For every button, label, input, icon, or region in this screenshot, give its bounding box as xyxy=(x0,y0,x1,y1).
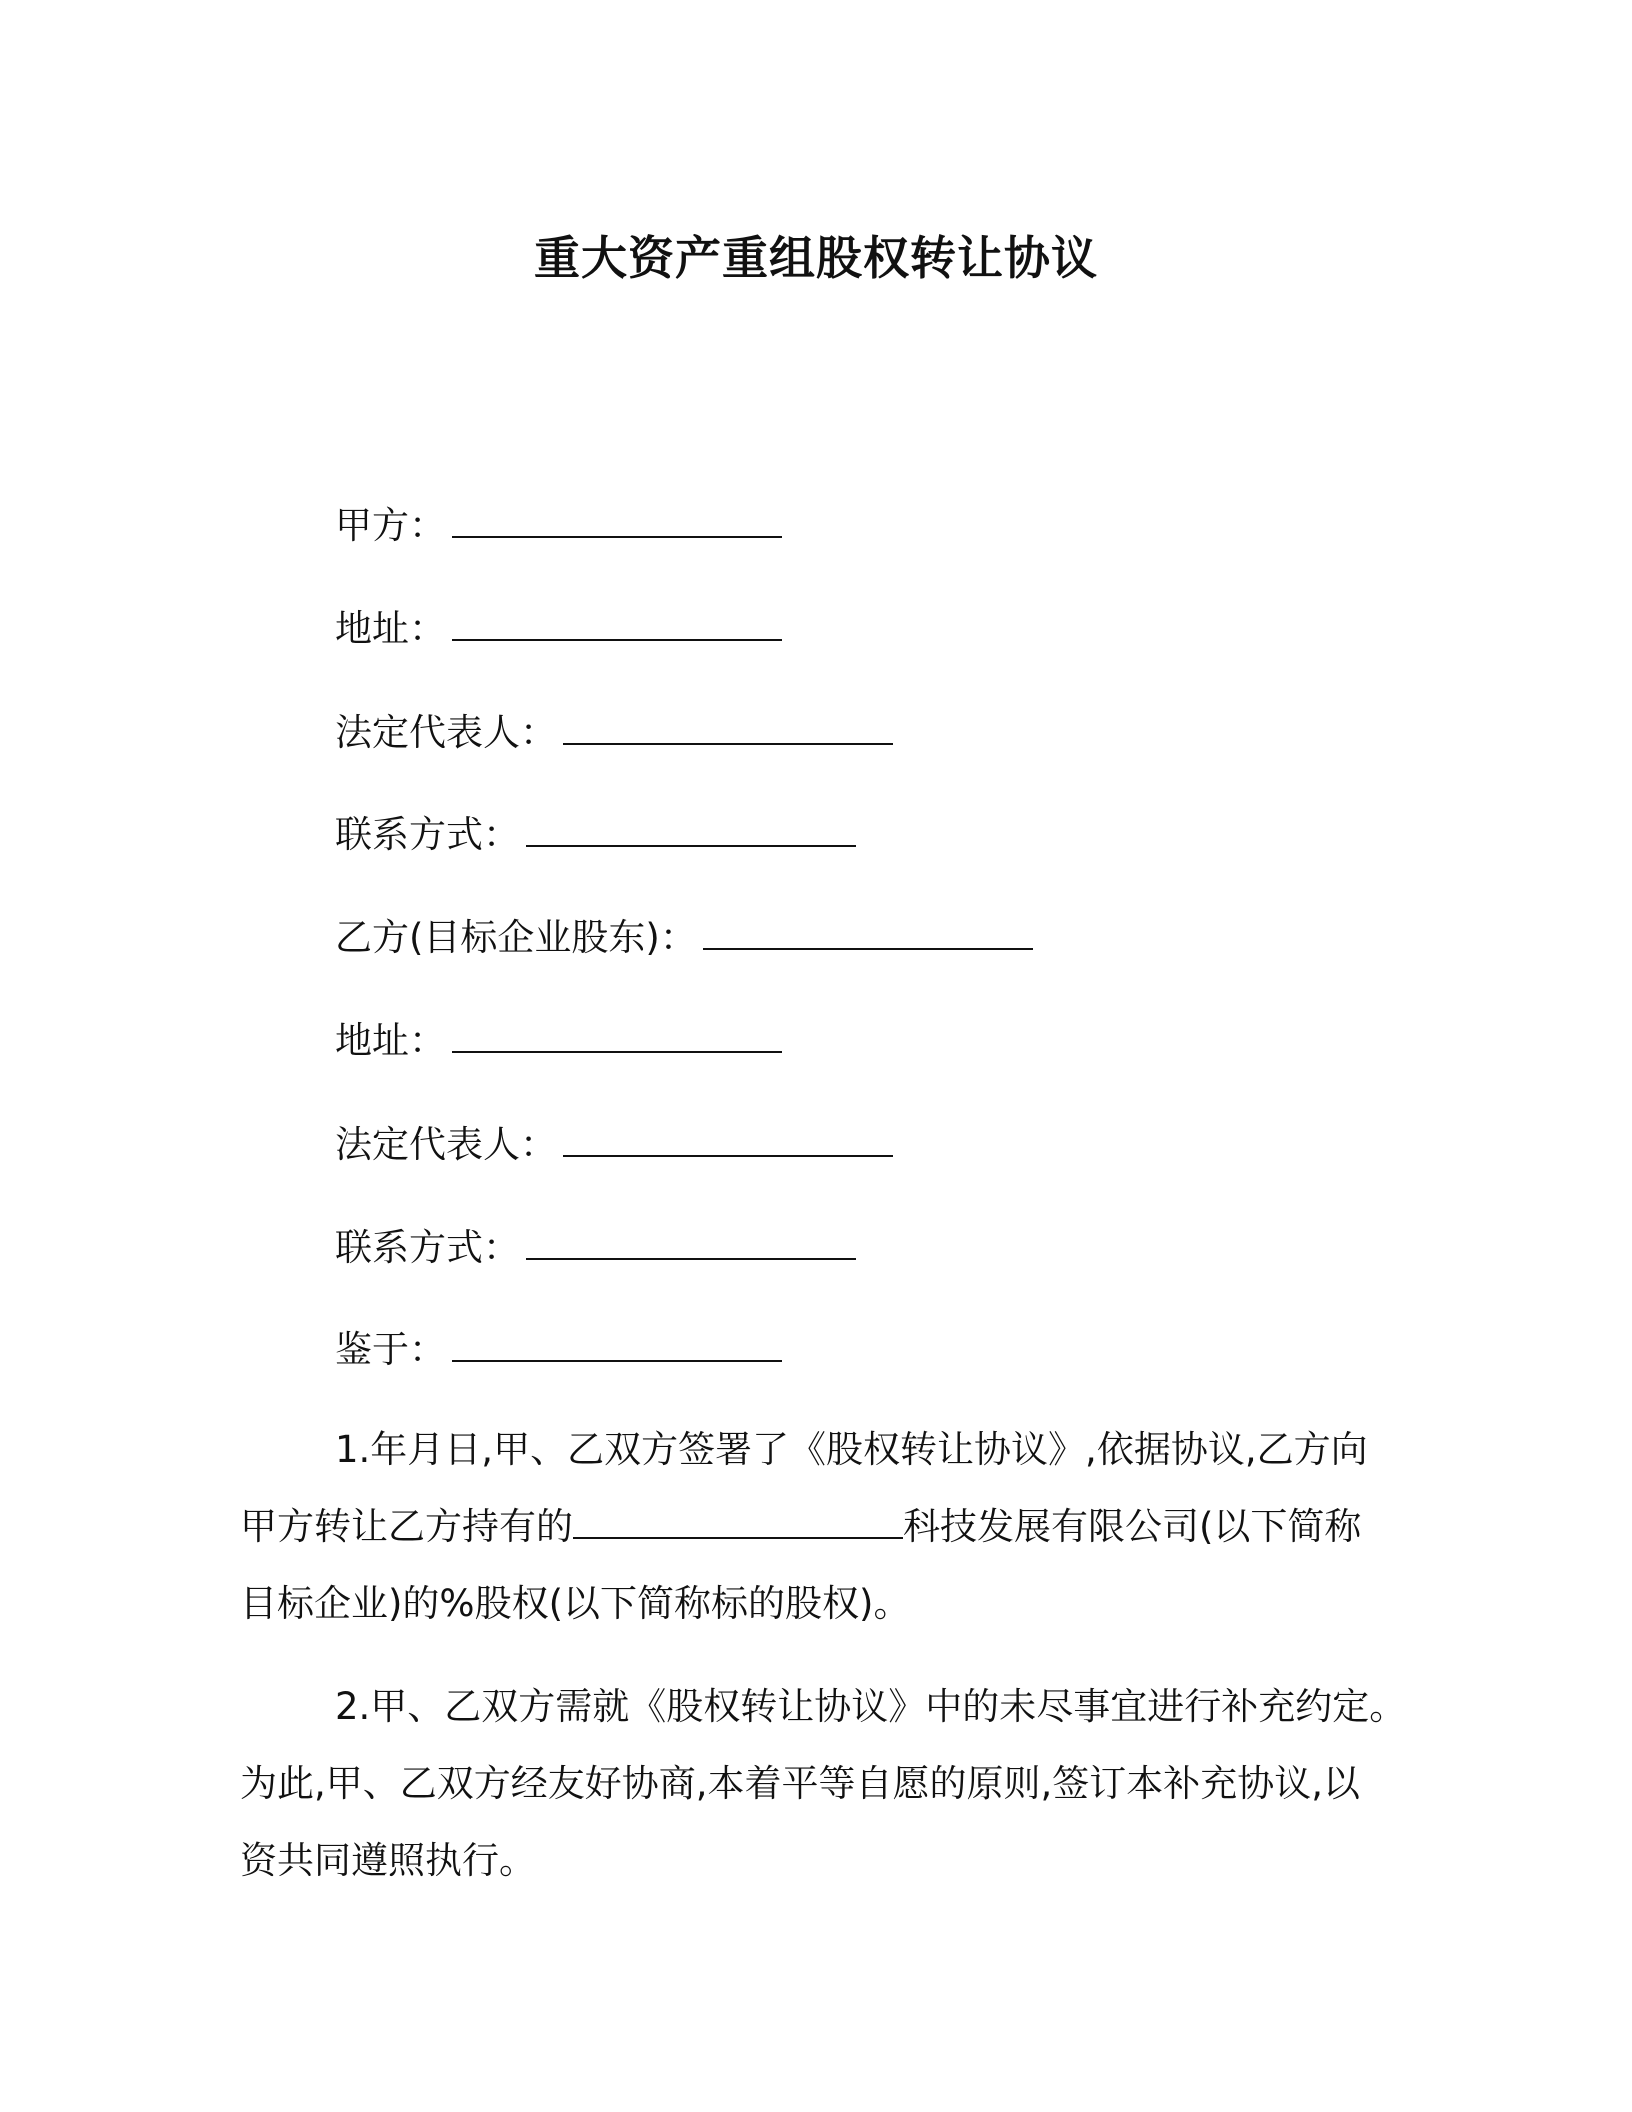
party-b-legal-rep-blank[interactable] xyxy=(563,1117,893,1157)
party-b-address-blank[interactable] xyxy=(452,1013,782,1053)
paragraph-1-line-2-before: 甲方转让乙方持有的 xyxy=(240,1505,573,1548)
party-a-contact-blank[interactable] xyxy=(526,807,856,847)
party-b-legal-rep-label: 法定代表人： xyxy=(335,1123,557,1166)
party-b-address-label: 地址： xyxy=(335,1019,446,1062)
document-title: 重大资产重组股权转让协议 xyxy=(534,231,1098,285)
paragraph-1 xyxy=(240,1411,1410,1642)
party-a-address-blank[interactable] xyxy=(452,601,782,641)
party-a-field xyxy=(335,498,782,549)
party-a-legal-rep-blank[interactable] xyxy=(563,705,893,745)
whereas-field xyxy=(335,1322,782,1373)
party-a-label: 甲方： xyxy=(335,504,446,547)
party-a-contact-label: 联系方式： xyxy=(335,813,520,856)
whereas-blank[interactable] xyxy=(452,1322,782,1362)
paragraph-1-line-2 xyxy=(240,1488,1410,1565)
party-a-blank[interactable] xyxy=(452,498,782,538)
party-b-address-field xyxy=(335,1013,782,1064)
party-b-legal-rep-field xyxy=(335,1117,893,1168)
party-a-contact-field xyxy=(335,807,856,858)
paragraph-1-line-2-after: 科技发展有限公司(以下简称 xyxy=(903,1505,1362,1548)
party-b-contact-blank[interactable] xyxy=(526,1220,856,1260)
paragraph-2-line-1: 2.甲、乙双方需就《股权转让协议》中的未尽事宜进行补充约定。 xyxy=(335,1685,1407,1728)
party-a-legal-rep-label: 法定代表人： xyxy=(335,711,557,754)
party-b-contact-field xyxy=(335,1220,856,1271)
paragraph-2-line-3: 资共同遵照执行。 xyxy=(240,1839,536,1882)
party-b-contact-label: 联系方式： xyxy=(335,1226,520,1269)
party-b-blank[interactable] xyxy=(703,910,1033,950)
party-a-legal-rep-field xyxy=(335,705,893,756)
company-name-blank[interactable] xyxy=(573,1501,903,1539)
party-b-label: 乙方(目标企业股东)： xyxy=(335,916,697,959)
party-a-address-label: 地址： xyxy=(335,607,446,650)
whereas-label: 鉴于： xyxy=(335,1328,446,1371)
party-a-address-field xyxy=(335,601,782,652)
paragraph-1-line-1: 1.年月日,甲、乙双方签署了《股权转让协议》,依据协议,乙方向 xyxy=(335,1428,1368,1471)
party-b-field xyxy=(335,910,1033,961)
paragraph-2-line-2: 为此,甲、乙双方经友好协商,本着平等自愿的原则,签订本补充协议,以 xyxy=(240,1762,1361,1805)
paragraph-2 xyxy=(240,1668,1410,1899)
paragraph-1-line-3: 目标企业)的%股权(以下简称标的股权)。 xyxy=(240,1582,911,1625)
